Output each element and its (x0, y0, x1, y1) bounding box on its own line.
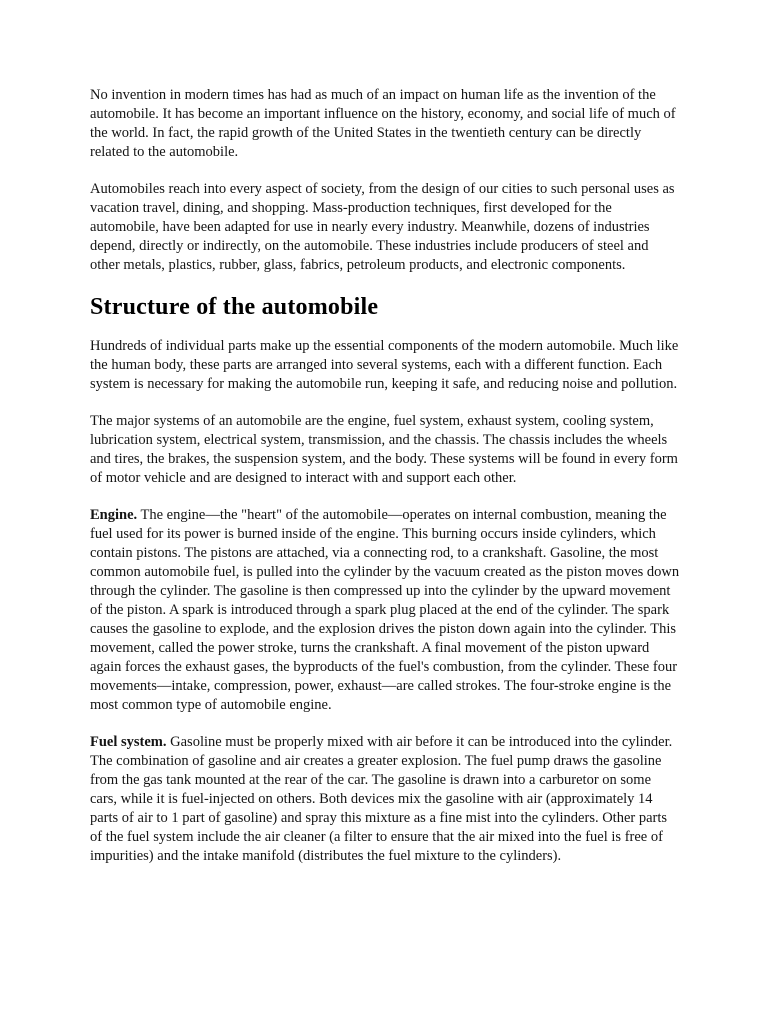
fuel-system-paragraph-lead: Fuel system. (90, 734, 167, 750)
section-paragraph-2: The major systems of an automobile are the engine, fuel system, exhaust system, cooling system, lubrication system, electrical system, transmission, and the chassis. The chassis includes the wheels and tires, the brakes, the suspension system, and the body. These systems will be found in every form of motor vehicle and are designed to interact with and support each other. (90, 413, 678, 486)
engine-paragraph (90, 506, 680, 715)
intro-paragraph-2: Automobiles reach into every aspect of society, from the design of our cities to such personal uses as vacation travel, dining, and shopping. Mass-production techniques, first developed for the automobile, have been adapted for use in nearly every industry. Meanwhile, dozens of industries depend, directly or indirectly, on the automobile. These industries include producers of steel and other metals, plastics, rubber, glass, fabrics, petroleum products, and electronic components. (90, 181, 675, 273)
section-heading: Structure of the automobile (90, 294, 379, 320)
engine-paragraph-text: The engine—the "heart" of the automobile—operates on internal combustion, meaning the fuel used for its power is burned inside of the engine. This burning occurs inside cylinders, which contain pistons. The pistons are attached, via a connecting rod, to a crankshaft. Gasoline, the most common automobile fuel, is pulled into the cylinder by the vacuum created as the piston moves down through the cylinder. The gasoline is then compressed up into the cylinder by the upward movement of the piston. A spark is introduced through a spark plug placed at the end of the cylinder. The spark causes the gasoline to explode, and the explosion drives the piston down again into the cylinder. This movement, called the power stroke, turns the crankshaft. A final movement of the piston upward again forces the exhaust gases, the byproducts of the fuel's combustion, from the cylinder. These four movements—intake, compression, power, exhaust—are called strokes. The four-stroke engine is the most common type of automobile engine. (90, 507, 680, 713)
fuel-system-paragraph-text: Gasoline must be properly mixed with air before it can be introduced into the cylinder. The combination of gasoline and air creates a greater explosion. The fuel pump draws the gasoline from the gas tank mounted at the rear of the car. The gasoline is drawn into a carburetor on some cars, while it is fuel-injected on others. Both devices mix the gasoline with air (approximately 14 parts of air to 1 part of gasoline) and spray this mixture as a fine mist into the cylinders. Other parts of the fuel system include the air cleaner (a filter to ensure that the air mixed into the fuel is free of impurities) and the intake manifold (distributes the fuel mixture to the cylinders). (90, 734, 673, 864)
document-content (90, 86, 680, 884)
section-paragraph-1: Hundreds of individual parts make up the essential components of the modern automobile. Much like the human body, these parts are arranged into several systems, each with a different function. Each system is necessary for making the automobile run, keeping it safe, and reducing noise and pollution. (90, 338, 679, 392)
fuel-system-paragraph (90, 733, 680, 866)
engine-paragraph-lead: Engine. (90, 507, 138, 523)
intro-paragraph-1: No invention in modern times has had as much of an impact on human life as the invention of the automobile. It has become an important influence on the history, economy, and social life of much of the world. In fact, the rapid growth of the United States in the twentieth century can be directly related to the automobile. (90, 87, 676, 160)
